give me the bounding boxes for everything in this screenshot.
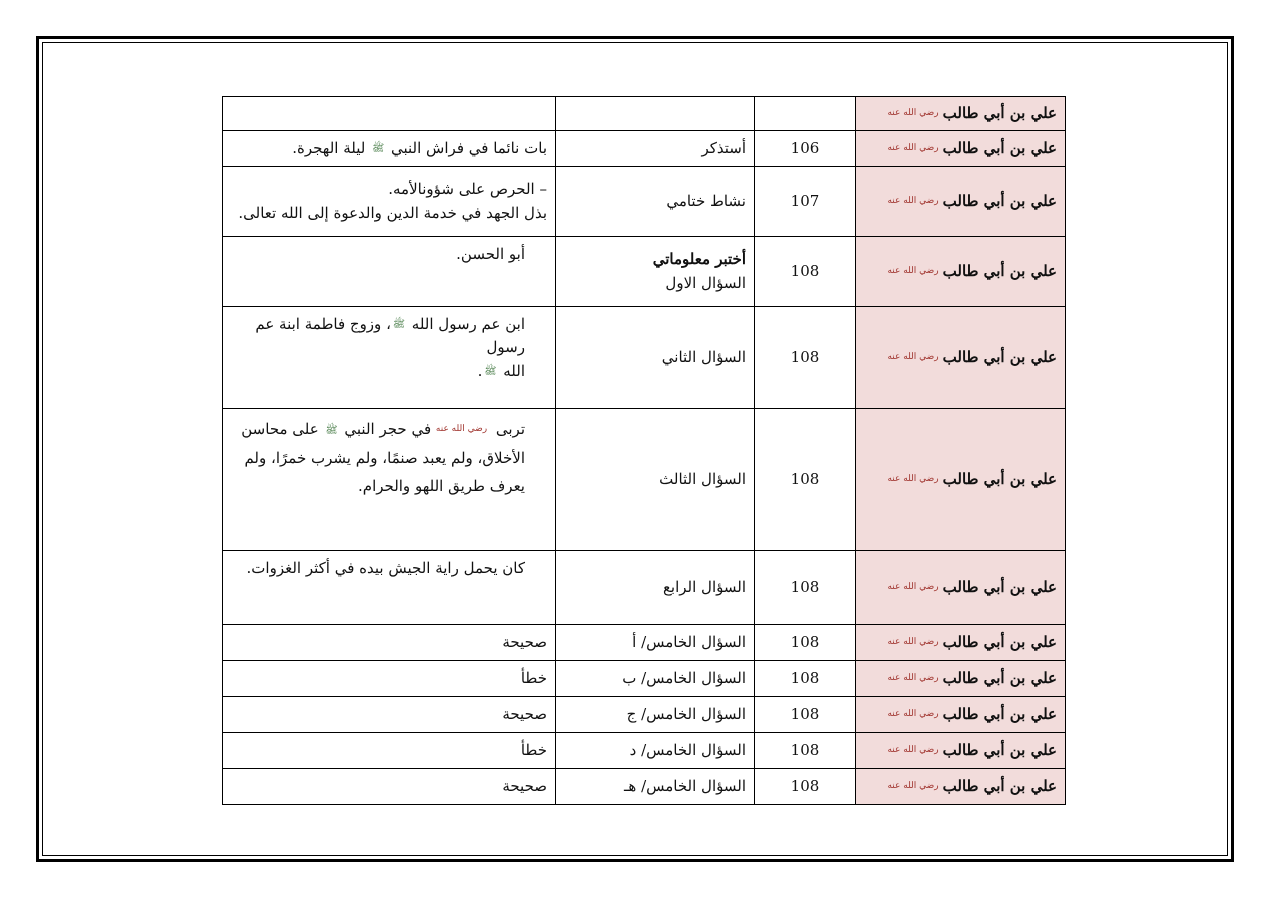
salutation-glyph: ﷺ bbox=[484, 365, 497, 377]
lesson-name-cell bbox=[856, 131, 1066, 167]
table-row bbox=[223, 551, 1066, 625]
lesson-name-cell bbox=[856, 409, 1066, 551]
page-number-cell: 108 bbox=[755, 551, 856, 625]
honorific-glyph: رضي الله عنه bbox=[887, 265, 939, 276]
lesson-name-cell bbox=[856, 697, 1066, 733]
answer-cell: كان يحمل راية الجيش بيده في أكثر الغزوات. bbox=[223, 551, 556, 625]
table-row bbox=[223, 769, 1066, 805]
answer-cell: بات نائما في فراش النبي ﷺ ليلة الهجرة. bbox=[223, 131, 556, 167]
page-number-cell: 108 bbox=[755, 307, 856, 409]
honorific-glyph: رضي الله عنه bbox=[887, 581, 939, 592]
item-cell: السؤال الرابع bbox=[556, 551, 755, 625]
item-cell: السؤال الخامس/ أ bbox=[556, 625, 755, 661]
page-number-cell bbox=[755, 97, 856, 131]
lesson-name: علي بن أبي طالب bbox=[942, 261, 1057, 280]
page-number-cell: 107 bbox=[755, 167, 856, 237]
lesson-name: علي بن أبي طالب bbox=[942, 740, 1057, 759]
table-row bbox=[223, 97, 1066, 131]
honorific-glyph: رضي الله عنه bbox=[887, 708, 939, 719]
item-cell: أختبر معلوماتي السؤال الاول bbox=[556, 237, 755, 307]
answer-cell: – الحرص على شؤونالأمه. بذل الجهد في خدمة الدين والدعوة إلى الله تعالى. bbox=[223, 167, 556, 237]
salutation-glyph: ﷺ bbox=[325, 424, 338, 436]
honorific-glyph: رضي الله عنه bbox=[887, 636, 939, 647]
lesson-name-cell bbox=[856, 307, 1066, 409]
lesson-name: علي بن أبي طالب bbox=[942, 577, 1057, 596]
table-row bbox=[223, 733, 1066, 769]
item-cell bbox=[556, 97, 755, 131]
table-row bbox=[223, 307, 1066, 409]
table-row bbox=[223, 625, 1066, 661]
honorific-glyph: رضي الله عنه bbox=[887, 351, 939, 362]
honorific-glyph: رضي الله عنه bbox=[887, 780, 939, 791]
item-cell: السؤال الخامس/ ب bbox=[556, 661, 755, 697]
answer-cell: تربى رضي الله عنه في حجر النبي ﷺ على محاسن الأخلاق، ولم يعبد صنمًا، ولم يشرب خمرًا، ولم يعرف طريق اللهو والحرام. bbox=[223, 409, 556, 551]
lesson-name: علي بن أبي طالب bbox=[942, 632, 1057, 651]
honorific-glyph: رضي الله عنه bbox=[887, 672, 939, 683]
answer-cell: ابن عم رسول الله ﷺ، وزوج فاطمة ابنة عم رسول الله ﷺ. bbox=[223, 307, 556, 409]
lesson-name-cell bbox=[856, 769, 1066, 805]
page-number-cell: 108 bbox=[755, 661, 856, 697]
answer-cell: أبو الحسن. bbox=[223, 237, 556, 307]
item-cell: أستذكر bbox=[556, 131, 755, 167]
answer-cell: خطأ bbox=[223, 661, 556, 697]
lesson-name: علي بن أبي طالب bbox=[942, 138, 1057, 157]
answer-cell: صحيحة bbox=[223, 697, 556, 733]
answer-cell: صحيحة bbox=[223, 769, 556, 805]
lesson-name: علي بن أبي طالب bbox=[942, 776, 1057, 795]
salutation-glyph: ﷺ bbox=[392, 319, 406, 331]
page-number-cell: 108 bbox=[755, 237, 856, 307]
lesson-name-cell bbox=[856, 97, 1066, 131]
page-number-cell: 108 bbox=[755, 769, 856, 805]
honorific-glyph: رضي الله عنه bbox=[887, 195, 939, 206]
item-cell: السؤال الخامس/ هـ bbox=[556, 769, 755, 805]
lesson-name: علي بن أبي طالب bbox=[942, 668, 1057, 687]
page-number-cell: 108 bbox=[755, 697, 856, 733]
page-number-cell: 108 bbox=[755, 733, 856, 769]
answers-table bbox=[222, 96, 1066, 805]
lesson-name: علي بن أبي طالب bbox=[942, 191, 1057, 210]
table-row bbox=[223, 167, 1066, 237]
page-number-cell: 108 bbox=[755, 625, 856, 661]
item-cell: نشاط ختامي bbox=[556, 167, 755, 237]
item-cell: السؤال الخامس/ ج bbox=[556, 697, 755, 733]
table-row bbox=[223, 409, 1066, 551]
honorific-glyph: رضي الله عنه bbox=[887, 744, 939, 755]
salutation-glyph: ﷺ bbox=[372, 143, 385, 155]
item-cell: السؤال الثاني bbox=[556, 307, 755, 409]
honorific-glyph: رضي الله عنه bbox=[887, 473, 939, 484]
honorific-glyph: رضي الله عنه bbox=[887, 142, 939, 153]
table-row bbox=[223, 661, 1066, 697]
lesson-name: علي بن أبي طالب bbox=[942, 469, 1057, 488]
lesson-name-cell bbox=[856, 167, 1066, 237]
lesson-name: علي بن أبي طالب bbox=[942, 704, 1057, 723]
lesson-name-cell bbox=[856, 733, 1066, 769]
item-cell: السؤال الخامس/ د bbox=[556, 733, 755, 769]
lesson-name: علي بن أبي طالب bbox=[942, 103, 1057, 122]
honorific-glyph: رضي الله عنه bbox=[887, 107, 939, 118]
item-cell: السؤال الثالث bbox=[556, 409, 755, 551]
lesson-name-cell bbox=[856, 625, 1066, 661]
lesson-name-cell bbox=[856, 661, 1066, 697]
answer-cell bbox=[223, 97, 556, 131]
table-row bbox=[223, 131, 1066, 167]
honorific-glyph: رضي الله عنه bbox=[435, 424, 488, 435]
lesson-name: علي بن أبي طالب bbox=[942, 347, 1057, 366]
table-row bbox=[223, 697, 1066, 733]
page-number-cell: 108 bbox=[755, 409, 856, 551]
lesson-name-cell bbox=[856, 237, 1066, 307]
answer-cell: خطأ bbox=[223, 733, 556, 769]
page-number-cell: 106 bbox=[755, 131, 856, 167]
answer-cell: صحيحة bbox=[223, 625, 556, 661]
table-row bbox=[223, 237, 1066, 307]
lesson-name-cell bbox=[856, 551, 1066, 625]
